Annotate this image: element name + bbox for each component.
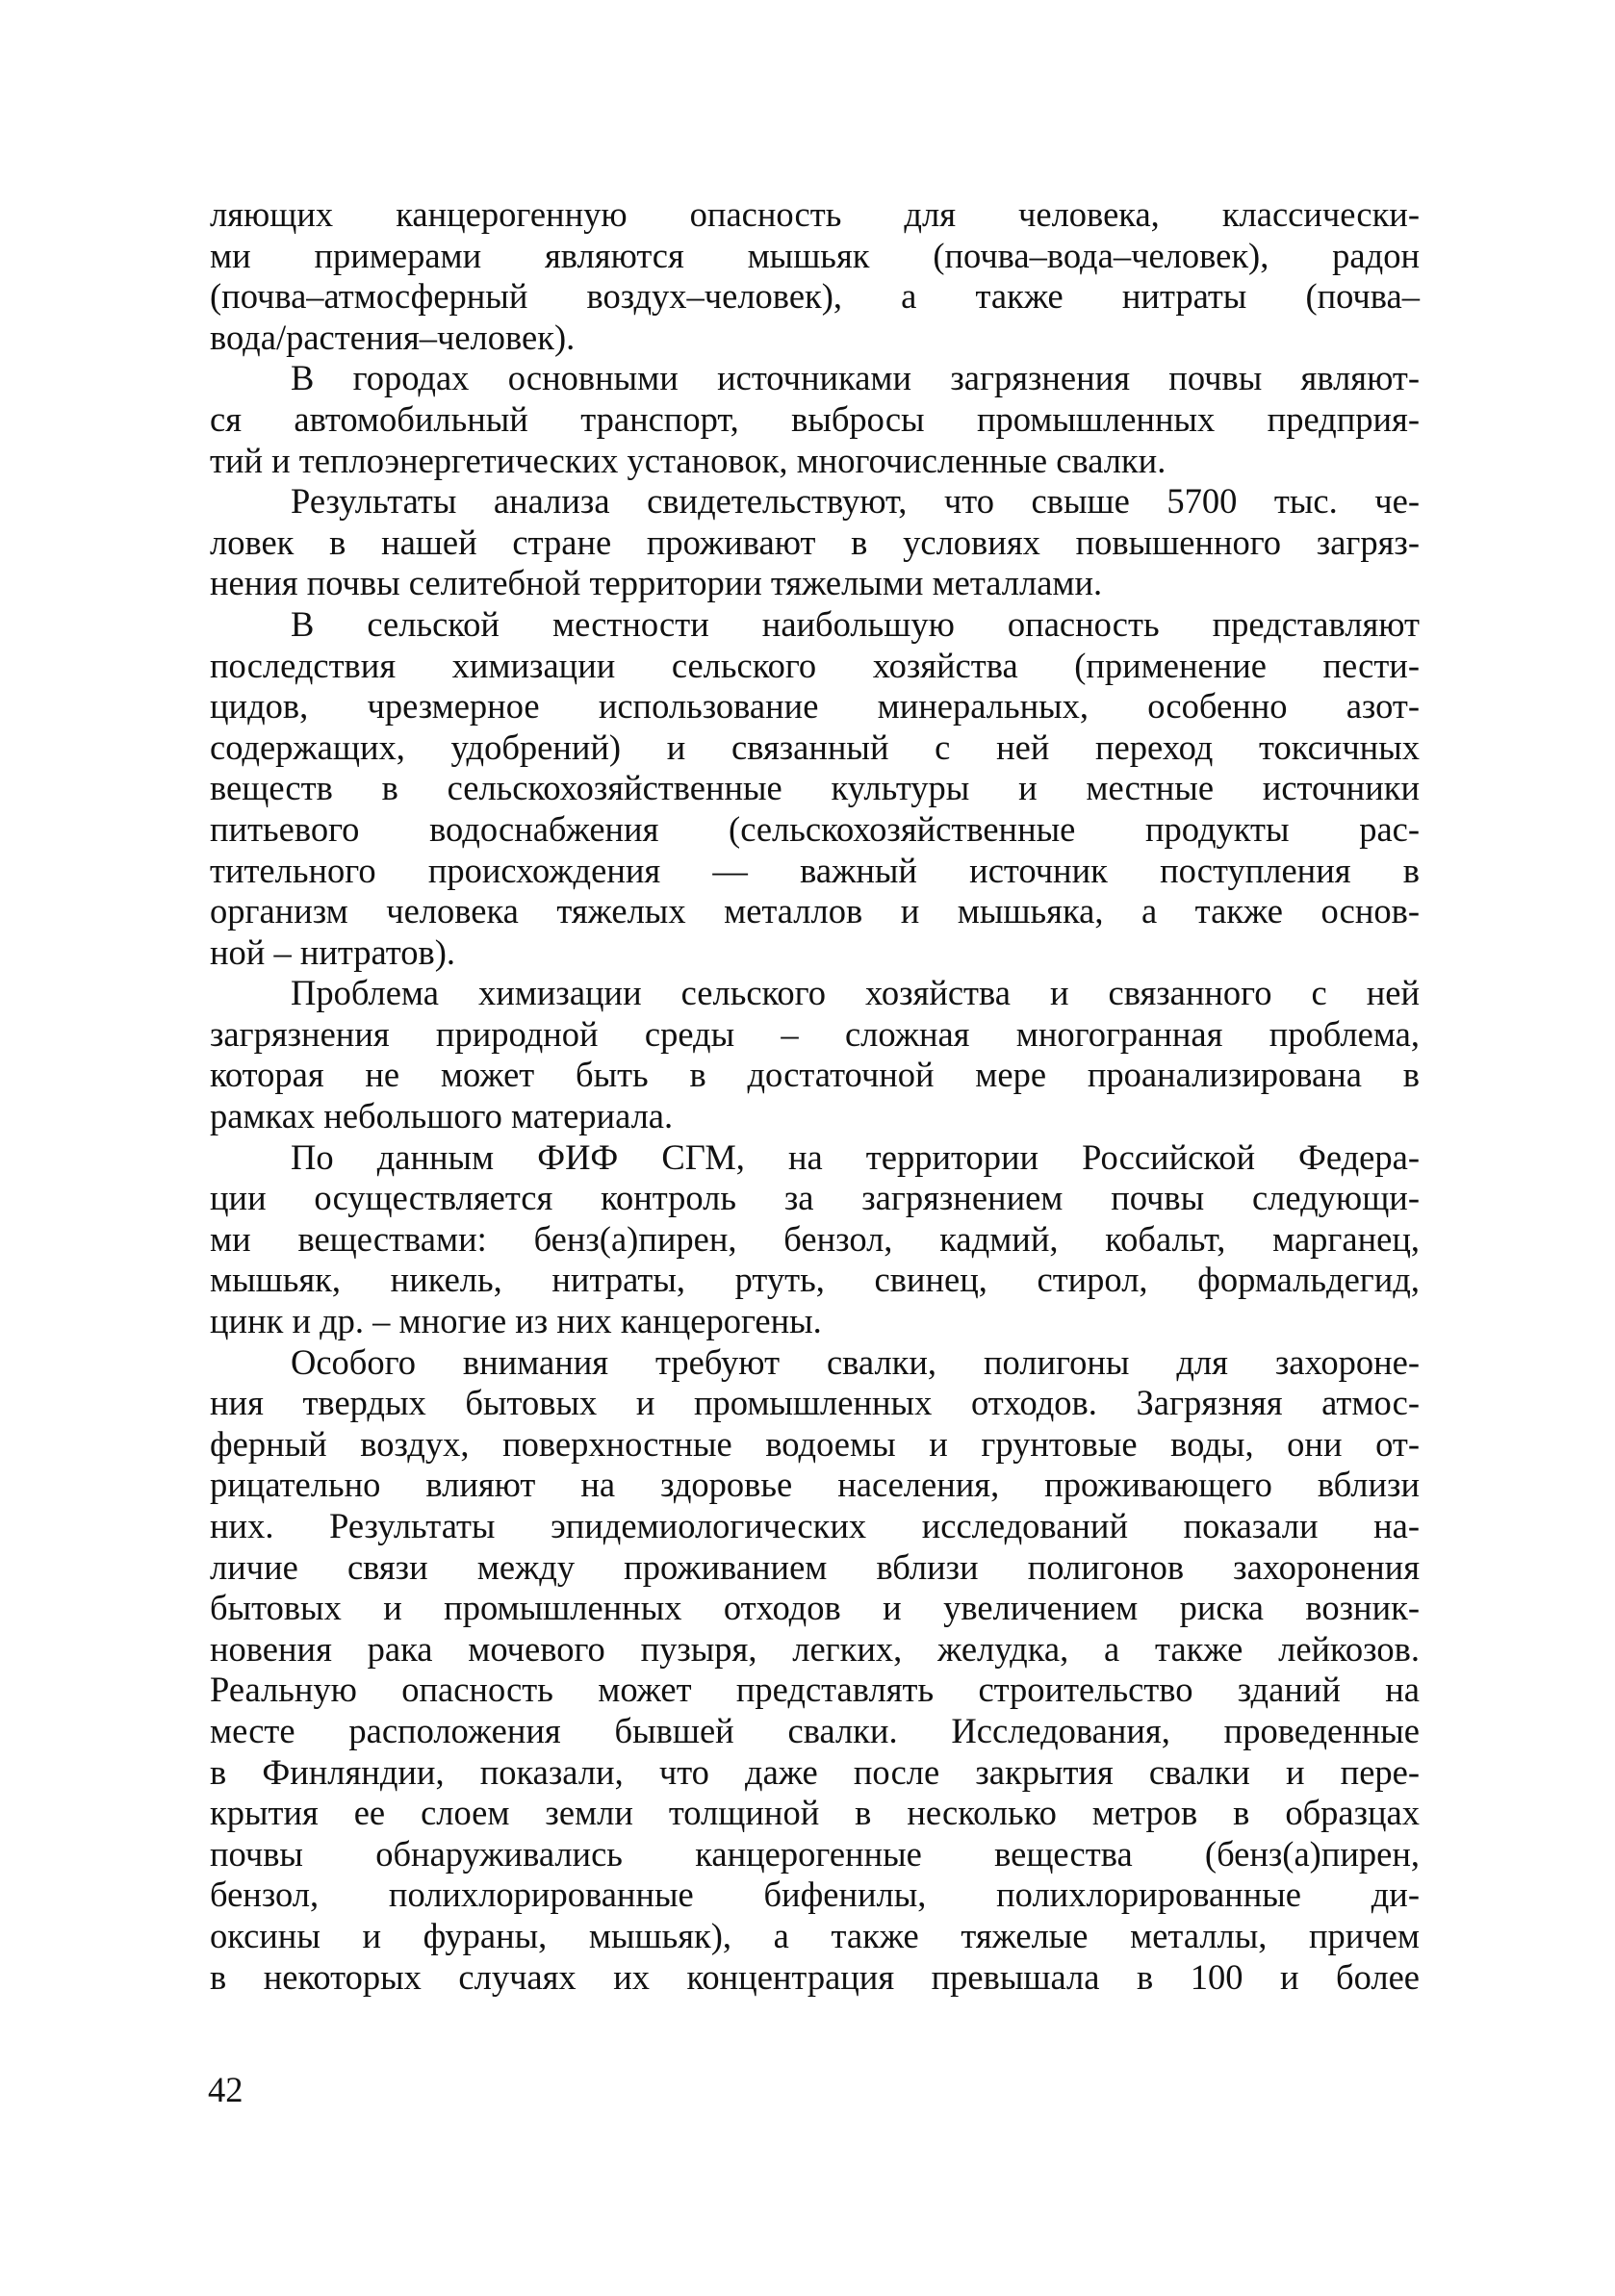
text-line: Проблема химизации сельского хозяйства и связанного с ней [291,973,1420,1013]
text-line: ляющих канцерогенную опасность для человека, классически- [210,194,1420,234]
text-line: содержащих, удобрений) и связанный с ней переход токсичных [210,727,1420,767]
body-text [210,194,1420,1998]
text-line: ния твердых бытовых и промышленных отходов. Загрязняя атмос- [210,1383,1420,1423]
text-line: В сельской местности наибольшую опасность представляют [291,603,1420,644]
text-line: ся автомобильный транспорт, выбросы промышленных предприя- [210,398,1420,439]
text-line: нения почвы селитебной территории тяжелыми металлами. [210,563,1103,603]
text-line: цинк и др. – многие из них канцерогены. [210,1301,822,1341]
text-line: них. Результаты эпидемиологических исследований показали на- [210,1506,1420,1545]
text-line: ми примерами являются мышьяк (почва–вода–человек), радон [210,235,1420,275]
text-line: вода/растения–человек). [210,317,576,357]
paragraph [210,194,1420,358]
paragraph [210,1342,1420,1999]
text-line: в Финляндии, показали, что даже после закрытия свалки и пере- [210,1751,1420,1792]
text-line: ловек в нашей стране проживают в условиях повышенного загряз- [210,522,1420,562]
text-line: тительного происхождения — важный источник поступления в [210,850,1420,890]
text-line: Особого внимания требуют свалки, полигоны для захороне- [291,1341,1420,1382]
text-line: оксины и фураны, мышьяк), а также тяжелые металлы, причем [210,1915,1420,1955]
paragraph [210,604,1420,973]
text-line: Результаты анализа свидетельствуют, что свыше 5700 тыс. че- [291,481,1420,522]
text-line: ции осуществляется контроль за загрязнением почвы следующи- [210,1178,1420,1218]
text-line: рицательно влияют на здоровье населения, проживающего вблизи [210,1465,1420,1505]
text-line: ферный воздух, поверхностные водоемы и грунтовые воды, они от- [210,1423,1420,1464]
text-line: загрязнения природной среды – сложная многогранная проблема, [210,1013,1420,1054]
text-line: веществ в сельскохозяйственные культуры и местные источники [210,768,1420,808]
text-line: личие связи между проживанием вблизи полигонов захоронения [210,1546,1420,1587]
paragraph [210,481,1420,604]
text-line: организм человека тяжелых металлов и мышьяка, а также основ- [210,891,1420,931]
text-line: бытовых и промышленных отходов и увеличением риска возник- [210,1588,1420,1628]
text-line: ми веществами: бенз(а)пирен, бензол, кадмий, кобальт, марганец, [210,1218,1420,1259]
text-line: бензол, полихлорированные бифенилы, полихлорированные ди- [210,1875,1420,1915]
text-line: крытия ее слоем земли толщиной в несколько метров в образцах [210,1793,1420,1833]
paragraph [210,1137,1420,1342]
paragraph [210,358,1420,481]
text-line: цидов, чрезмерное использование минеральных, особенно азот- [210,686,1420,727]
text-line: последствия химизации сельского хозяйства (применение пести- [210,645,1420,685]
text-line: месте расположения бывшей свалки. Исследования, проведенные [210,1710,1420,1750]
text-line: рамках небольшого материала. [210,1096,674,1136]
text-line: новения рака мочевого пузыря, легких, желудка, а также лейкозов. [210,1628,1420,1669]
text-line: По данным ФИФ СГМ, на территории Российской Федера- [291,1136,1420,1177]
text-line: В городах основными источниками загрязнения почвы являют- [291,358,1420,398]
paragraph [210,973,1420,1136]
text-line: Реальную опасность может представлять строительство зданий на [210,1670,1420,1710]
text-line: которая не может быть в достаточной мере проанализирована в [210,1055,1420,1095]
text-line: (почва–атмосферный воздух–человек), а также нитраты (почва– [210,276,1420,317]
text-line: почвы обнаруживались канцерогенные вещества (бенз(а)пирен, [210,1833,1420,1874]
text-line: питьевого водоснабжения (сельскохозяйственные продукты рас- [210,808,1420,849]
text-line: ной – нитратов). [210,931,456,972]
text-line: мышьяк, никель, нитраты, ртуть, свинец, стирол, формальдегид, [210,1260,1420,1300]
text-line: тий и теплоэнергетических установок, многочисленные свалки. [210,440,1166,480]
page-number: 42 [208,2070,244,2109]
text-line: в некоторых случаях их концентрация превышала в 100 и более [210,1956,1420,1997]
